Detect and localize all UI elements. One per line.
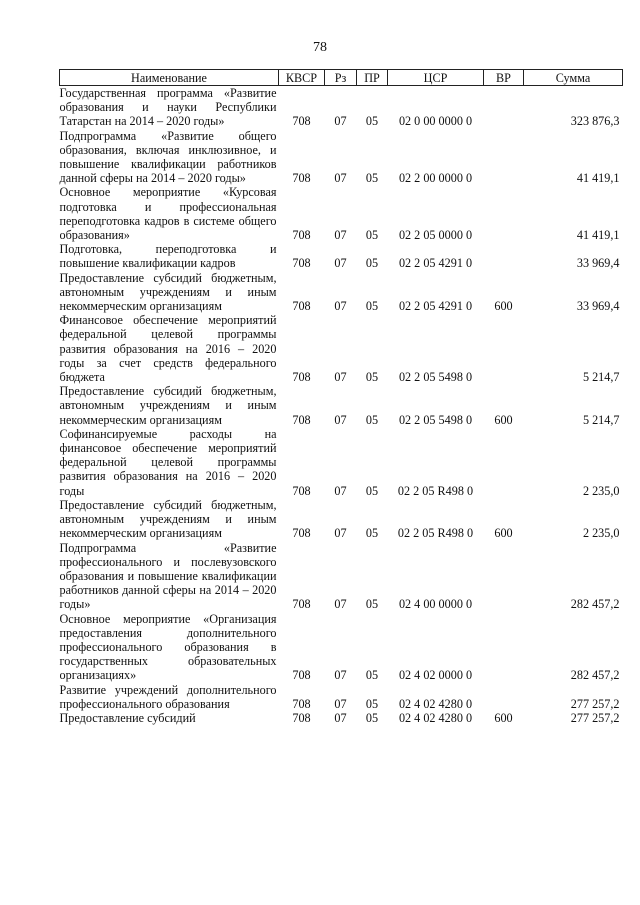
cell-vr: 600: [494, 526, 513, 541]
table-body: [60, 86, 623, 726]
cell-name: Основное мероприятие «Курсовая подготовка и профессиональная переподготовка кадров в системе общего образования»: [59, 185, 277, 243]
cell-pr: 05: [365, 696, 379, 711]
cell-kvsr: 708: [292, 668, 311, 683]
cell-vr: [484, 541, 524, 612]
cell-kvsr: 708: [292, 299, 311, 314]
table-row: [60, 683, 623, 711]
cell-csr: 02 4 02 0000 0: [398, 668, 473, 683]
cell-csr: 02 2 05 R498 0: [397, 526, 474, 541]
table-row: [60, 384, 623, 427]
cell-rz: 07: [334, 668, 347, 683]
cell-vr: [484, 683, 524, 711]
cell-sum: 282 457,2: [570, 597, 620, 612]
cell-csr: 02 4 00 0000 0: [398, 597, 473, 612]
cell-name: Подпрограмма «Развитие профессионального и послевузовского образования и повышение квалификации работников данной сферы на 2014 – 2020 годы»: [59, 540, 277, 612]
cell-vr: [484, 129, 524, 186]
cell-rz: 07: [334, 256, 347, 271]
header-sum: Сумма: [524, 70, 623, 86]
cell-vr: 600: [494, 299, 513, 314]
cell-rz: 07: [334, 526, 347, 541]
cell-sum: 277 257,2: [570, 696, 620, 711]
cell-csr: 02 2 05 4291 0: [398, 299, 473, 314]
table-row: [60, 242, 623, 270]
cell-sum: 5 214,7: [582, 412, 620, 427]
cell-name: Предоставление субсидий бюджетным, автономным учреждениям и иным некоммерческим организациям: [59, 384, 277, 427]
page-number: 78: [313, 40, 327, 55]
header-name: Наименование: [60, 70, 279, 86]
table-row: [60, 129, 623, 186]
cell-vr: [484, 86, 524, 129]
cell-rz: 07: [334, 370, 347, 385]
cell-rz: 07: [334, 228, 347, 243]
cell-pr: 05: [365, 256, 379, 271]
table-row: [60, 427, 623, 498]
cell-pr: 05: [365, 228, 379, 243]
cell-name: Финансовое обеспечение мероприятий федеральной целевой программы развития образования на 2016 – 2020 годы за счет средств федерального бюджета: [59, 313, 277, 385]
cell-vr: [484, 185, 524, 242]
header-vr: ВР: [484, 70, 524, 86]
cell-name: Предоставление субсидий: [59, 710, 196, 725]
table-row: [60, 86, 623, 129]
cell-sum: 282 457,2: [570, 668, 620, 683]
cell-name: Подпрограмма «Развитие общего образования, включая инклюзивное, и повышение квалификации работников данной сферы на 2014 – 2020 годы»: [59, 128, 277, 186]
cell-vr: [484, 313, 524, 384]
cell-csr: 02 4 02 4280 0: [398, 710, 473, 725]
header-rz: Рз: [325, 70, 357, 86]
cell-pr: 05: [365, 114, 379, 129]
cell-vr: 600: [494, 710, 513, 725]
cell-csr: 02 2 05 4291 0: [398, 256, 473, 271]
cell-rz: 07: [334, 114, 347, 129]
cell-sum: 33 969,4: [576, 299, 620, 314]
cell-pr: 05: [365, 412, 379, 427]
table-row: [60, 612, 623, 683]
cell-sum: 323 876,3: [570, 114, 620, 129]
cell-csr: 02 0 00 0000 0: [398, 114, 473, 129]
cell-csr: 02 2 00 0000 0: [398, 171, 473, 186]
cell-rz: 07: [334, 597, 347, 612]
cell-rz: 07: [334, 412, 347, 427]
cell-rz: 07: [334, 299, 347, 314]
cell-pr: 05: [365, 710, 379, 725]
cell-pr: 05: [365, 299, 379, 314]
cell-sum: 5 214,7: [582, 370, 620, 385]
cell-name: Государственная программа «Развитие образования и науки Республики Татарстан на 2014 – 2020 годы»: [59, 86, 277, 129]
cell-kvsr: 708: [292, 256, 311, 271]
cell-pr: 05: [365, 171, 379, 186]
cell-kvsr: 708: [292, 597, 311, 612]
cell-pr: 05: [365, 483, 379, 498]
cell-csr: 02 2 05 5498 0: [398, 370, 473, 385]
table-header-row: [60, 70, 623, 86]
cell-kvsr: 708: [292, 412, 311, 427]
cell-vr: [484, 612, 524, 683]
cell-csr: 02 2 05 0000 0: [398, 228, 473, 243]
cell-pr: 05: [365, 370, 379, 385]
header-pr: ПР: [357, 70, 388, 86]
cell-sum: 277 257,2: [570, 710, 620, 725]
cell-name: Подготовка, переподготовка и повышение квалификации кадров: [59, 242, 277, 271]
cell-pr: 05: [365, 597, 379, 612]
cell-rz: 07: [334, 696, 347, 711]
header-csr: ЦСР: [388, 70, 484, 86]
cell-kvsr: 708: [292, 114, 311, 129]
table-row: [60, 313, 623, 384]
table-row: [60, 185, 623, 242]
cell-kvsr: 708: [292, 171, 311, 186]
cell-name: Софинансируемые расходы на финансовое обеспечение мероприятий федеральной целевой программы развития образования на 2016 – 2020 годы: [59, 426, 277, 498]
table-row: [60, 498, 623, 541]
header-kvsr: КВСР: [279, 70, 325, 86]
cell-kvsr: 708: [292, 710, 311, 725]
cell-rz: 07: [334, 171, 347, 186]
cell-name: Основное мероприятие «Организация предоставления дополнительного профессионального образования в государственных образовательных организациях»: [59, 611, 277, 683]
cell-kvsr: 708: [292, 696, 311, 711]
cell-name: Предоставление субсидий бюджетным, автономным учреждениям и иным некоммерческим организациям: [59, 497, 277, 541]
cell-kvsr: 708: [292, 526, 311, 541]
cell-pr: 05: [365, 668, 379, 683]
cell-rz: 07: [334, 710, 347, 725]
cell-vr: [484, 242, 524, 270]
cell-vr: [484, 427, 524, 498]
cell-csr: 02 2 05 5498 0: [398, 412, 473, 427]
cell-csr: 02 4 02 4280 0: [398, 696, 473, 711]
cell-kvsr: 708: [292, 228, 311, 243]
cell-sum: 41 419,1: [576, 228, 620, 243]
cell-pr: 05: [365, 526, 379, 541]
cell-sum: 33 969,4: [576, 256, 620, 271]
cell-kvsr: 708: [292, 370, 311, 385]
table-row: [60, 541, 623, 612]
table-row: [60, 711, 623, 725]
cell-csr: 02 2 05 R498 0: [397, 483, 474, 498]
cell-rz: 07: [334, 483, 347, 498]
cell-sum: 41 419,1: [576, 171, 620, 186]
table-row: [60, 271, 623, 314]
cell-name: Развитие учреждений дополнительного профессионального образования: [59, 682, 277, 711]
cell-sum: 2 235,0: [582, 526, 620, 541]
cell-sum: 2 235,0: [582, 483, 620, 498]
budget-table: [59, 69, 623, 725]
cell-vr: 600: [494, 412, 513, 427]
cell-name: Предоставление субсидий бюджетным, автономным учреждениям и иным некоммерческим организациям: [59, 270, 277, 314]
cell-kvsr: 708: [292, 483, 311, 498]
